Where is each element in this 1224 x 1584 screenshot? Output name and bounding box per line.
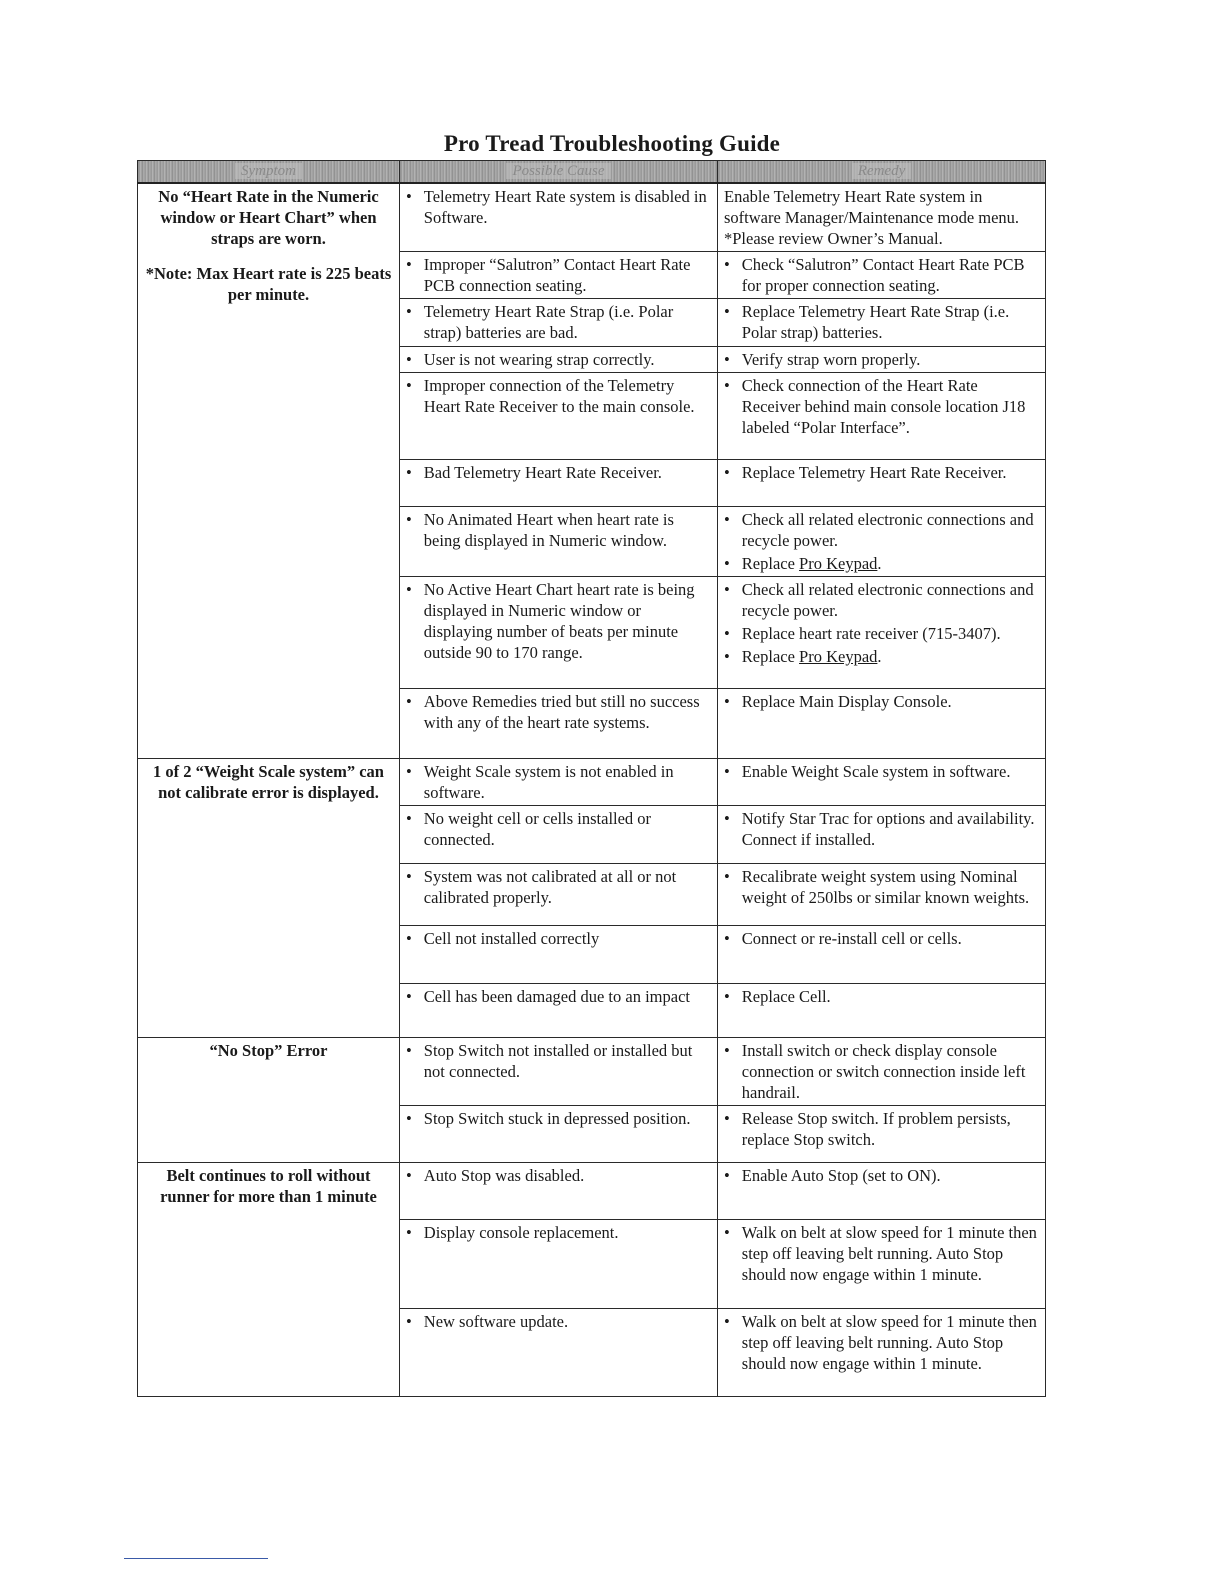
cause-cell xyxy=(400,1309,718,1397)
remedy-cell xyxy=(718,460,1046,507)
remedy-item-text: Enable Weight Scale system in software. xyxy=(741,762,1011,781)
cause-item-text: Telemetry Heart Rate system is disabled in Software. xyxy=(423,187,707,227)
bullet-icon: • xyxy=(406,510,412,529)
cause-item-text: No Animated Heart when heart rate is being displayed in Numeric window. xyxy=(423,510,674,550)
cause-cell xyxy=(400,806,718,864)
cause-cell xyxy=(400,926,718,984)
remedy-item-text: Check connection of the Heart Rate Receiver behind main console location J18 labeled “Polar Interface”. xyxy=(741,376,1026,437)
cause-cell xyxy=(400,1038,718,1106)
remedy-cell xyxy=(718,507,1046,577)
remedy-cell xyxy=(718,864,1046,926)
remedy-item-text: Replace Pro Keypad. xyxy=(741,554,882,573)
troubleshooting-table xyxy=(137,160,1046,1397)
cause-cell xyxy=(400,252,718,299)
cause-item xyxy=(406,375,711,417)
bullet-icon: • xyxy=(724,1041,730,1060)
remedy-cell xyxy=(718,1106,1046,1163)
remedy-cell xyxy=(718,299,1046,347)
cause-cell xyxy=(400,460,718,507)
bullet-icon: • xyxy=(724,929,730,948)
symptom-text: Belt continues to roll without runner for more than 1 minute xyxy=(160,1166,377,1206)
remedy-cell xyxy=(718,984,1046,1038)
remedy-item xyxy=(724,1040,1039,1103)
remedy-item xyxy=(724,553,1039,574)
cause-item xyxy=(406,808,711,850)
remedy-item xyxy=(724,646,1039,667)
cause-item xyxy=(406,186,711,228)
remedy-item-text: Verify strap worn properly. xyxy=(741,350,921,369)
cause-item-text: Telemetry Heart Rate Strap (i.e. Polar strap) batteries are bad. xyxy=(423,302,674,342)
bullet-icon: • xyxy=(406,1041,412,1060)
bullet-icon: • xyxy=(406,692,412,711)
cause-cell xyxy=(400,1106,718,1163)
symptom-text: No “Heart Rate in the Numeric window or Heart Chart” when straps are worn. xyxy=(158,187,379,248)
cause-item xyxy=(406,986,711,1007)
remedy-item xyxy=(724,1165,1039,1186)
bullet-icon: • xyxy=(406,376,412,395)
underlined-text: Pro Keypad xyxy=(799,647,878,666)
symptom-note: *Note: Max Heart rate is 225 beats per minute. xyxy=(145,264,392,304)
underlined-text: Pro Keypad xyxy=(799,554,878,573)
cause-item xyxy=(406,1040,711,1082)
bullet-icon: • xyxy=(406,187,412,206)
header-cause xyxy=(400,161,718,184)
remedy-cell xyxy=(718,1220,1046,1309)
remedy-item xyxy=(724,986,1039,1007)
remedy-item-text: Replace Cell. xyxy=(741,987,831,1006)
cause-item xyxy=(406,761,711,803)
cause-item xyxy=(406,462,711,483)
bullet-icon: • xyxy=(724,1109,730,1128)
cause-cell xyxy=(400,984,718,1038)
cause-cell xyxy=(400,759,718,806)
cause-item-text: Stop Switch stuck in depressed position. xyxy=(423,1109,691,1128)
cause-cell xyxy=(400,1163,718,1220)
bullet-icon: • xyxy=(406,302,412,321)
header-remedy xyxy=(718,161,1046,184)
remedy-cell xyxy=(718,183,1046,252)
cause-item-text: No weight cell or cells installed or connected. xyxy=(423,809,652,849)
footer-rule xyxy=(124,1558,268,1559)
cause-cell xyxy=(400,347,718,373)
remedy-item xyxy=(724,1108,1039,1150)
table-row xyxy=(138,1038,1046,1106)
bullet-icon: • xyxy=(724,624,730,643)
remedy-item xyxy=(724,349,1039,370)
bullet-icon: • xyxy=(406,580,412,599)
remedy-item-text: Replace Pro Keypad. xyxy=(741,647,882,666)
cause-item-text: Improper connection of the Telemetry Heart Rate Receiver to the main console. xyxy=(423,376,695,416)
symptom-cell xyxy=(138,183,400,759)
remedy-item xyxy=(724,301,1039,343)
cause-item xyxy=(406,1108,711,1129)
cause-item-text: User is not wearing strap correctly. xyxy=(423,350,655,369)
remedy-item xyxy=(724,691,1039,712)
remedy-cell xyxy=(718,689,1046,759)
remedy-item-text: Notify Star Trac for options and availability. Connect if installed. xyxy=(741,809,1035,849)
header-row xyxy=(138,161,1046,184)
bullet-icon: • xyxy=(724,987,730,1006)
table-body xyxy=(138,183,1046,1397)
bullet-icon: • xyxy=(724,580,730,599)
cause-item xyxy=(406,254,711,296)
remedy-cell xyxy=(718,577,1046,689)
bullet-icon: • xyxy=(406,987,412,1006)
bullet-icon: • xyxy=(724,510,730,529)
cause-cell xyxy=(400,1220,718,1309)
cause-cell xyxy=(400,864,718,926)
table-row xyxy=(138,1163,1046,1220)
remedy-cell xyxy=(718,806,1046,864)
bullet-icon: • xyxy=(406,350,412,369)
remedy-item-text: Enable Auto Stop (set to ON). xyxy=(741,1166,941,1185)
remedy-cell xyxy=(718,347,1046,373)
bullet-icon: • xyxy=(406,1312,412,1331)
bullet-icon: • xyxy=(406,1166,412,1185)
bullet-icon: • xyxy=(406,255,412,274)
remedy-item xyxy=(724,462,1039,483)
cause-item xyxy=(406,1311,711,1332)
header-symptom xyxy=(138,161,400,184)
cause-item-text: Auto Stop was disabled. xyxy=(423,1166,585,1185)
bullet-icon: • xyxy=(724,762,730,781)
cause-item-text: No Active Heart Chart heart rate is being displayed in Numeric window or displaying number of beats per minute outside 90 to 170 range. xyxy=(423,580,695,662)
cause-cell xyxy=(400,299,718,347)
cause-item xyxy=(406,691,711,733)
remedy-item-text: Check all related electronic connections and recycle power. xyxy=(741,580,1034,620)
cause-item-text: Display console replacement. xyxy=(423,1223,619,1242)
remedy-item xyxy=(724,761,1039,782)
cause-item-text: System was not calibrated at all or not calibrated properly. xyxy=(423,867,677,907)
symptom-text: 1 of 2 “Weight Scale system” can not calibrate error is displayed. xyxy=(153,762,384,802)
bullet-icon: • xyxy=(724,376,730,395)
remedy-item xyxy=(724,509,1039,551)
symptom-cell xyxy=(138,1038,400,1163)
cause-item xyxy=(406,1222,711,1243)
cause-item xyxy=(406,509,711,551)
bullet-icon: • xyxy=(406,1223,412,1242)
remedy-item-text: Replace heart rate receiver (715-3407). xyxy=(741,624,1001,643)
cause-item-text: Improper “Salutron” Contact Heart Rate PCB connection seating. xyxy=(423,255,691,295)
cause-item-text: New software update. xyxy=(423,1312,569,1331)
cause-item xyxy=(406,1165,711,1186)
cause-item xyxy=(406,579,711,663)
remedy-item-text: Release Stop switch. If problem persists, replace Stop switch. xyxy=(741,1109,1011,1149)
cause-cell xyxy=(400,507,718,577)
bullet-icon: • xyxy=(406,762,412,781)
remedy-cell xyxy=(718,1163,1046,1220)
remedy-item-text: Walk on belt at slow speed for 1 minute then step off leaving belt running. Auto Stop should now engage within 1 minute. xyxy=(741,1223,1037,1284)
remedy-cell xyxy=(718,1038,1046,1106)
remedy-cell xyxy=(718,759,1046,806)
cause-item-text: Cell has been damaged due to an impact xyxy=(423,987,690,1006)
bullet-icon: • xyxy=(406,463,412,482)
remedy-item xyxy=(724,1222,1039,1285)
bullet-icon: • xyxy=(724,1166,730,1185)
remedy-item-text: Check “Salutron” Contact Heart Rate PCB for proper connection seating. xyxy=(741,255,1025,295)
bullet-icon: • xyxy=(406,867,412,886)
remedy-item xyxy=(724,928,1039,949)
bullet-icon: • xyxy=(724,692,730,711)
header-cause-label: Possible Cause xyxy=(506,163,610,179)
bullet-icon: • xyxy=(406,809,412,828)
header-symptom-label: Symptom xyxy=(235,163,302,179)
bullet-icon: • xyxy=(724,809,730,828)
remedy-item xyxy=(724,1311,1039,1374)
symptom-text: “No Stop” Error xyxy=(209,1041,328,1060)
cause-cell xyxy=(400,577,718,689)
remedy-item-text: Recalibrate weight system using Nominal weight of 250lbs or similar known weights. xyxy=(741,867,1030,907)
symptom-cell xyxy=(138,1163,400,1397)
remedy-cell xyxy=(718,252,1046,299)
bullet-icon: • xyxy=(724,1223,730,1242)
cause-item-text: Bad Telemetry Heart Rate Receiver. xyxy=(423,463,662,482)
remedy-item-text: Install switch or check display console connection or switch connection inside left handrail. xyxy=(741,1041,1026,1102)
cause-item-text: Stop Switch not installed or installed but not connected. xyxy=(423,1041,693,1081)
cause-item xyxy=(406,866,711,908)
remedy-item xyxy=(724,579,1039,621)
remedy-cell xyxy=(718,1309,1046,1397)
bullet-icon: • xyxy=(406,1109,412,1128)
cause-cell xyxy=(400,689,718,759)
bullet-icon: • xyxy=(724,255,730,274)
cause-cell xyxy=(400,373,718,460)
remedy-item-text: Replace Telemetry Heart Rate Receiver. xyxy=(741,463,1007,482)
remedy-item-text: Check all related electronic connections and recycle power. xyxy=(741,510,1034,550)
remedy-item xyxy=(724,254,1039,296)
cause-item xyxy=(406,928,711,949)
bullet-icon: • xyxy=(724,350,730,369)
bullet-icon: • xyxy=(724,867,730,886)
remedy-item-text: Replace Telemetry Heart Rate Strap (i.e. Polar strap) batteries. xyxy=(741,302,1010,342)
page-title: Pro Tread Troubleshooting Guide xyxy=(443,131,781,156)
remedy-item xyxy=(724,623,1039,644)
cause-item-text: Cell not installed correctly xyxy=(423,929,600,948)
bullet-icon: • xyxy=(724,647,730,666)
remedy-item xyxy=(724,375,1039,438)
remedy-item-text: Connect or re-install cell or cells. xyxy=(741,929,962,948)
remedy-item xyxy=(724,866,1039,908)
bullet-icon: • xyxy=(724,1312,730,1331)
remedy-cell xyxy=(718,926,1046,984)
table-row xyxy=(138,759,1046,806)
cause-item xyxy=(406,301,711,343)
remedy-item xyxy=(724,808,1039,850)
bullet-icon: • xyxy=(724,463,730,482)
table-row xyxy=(138,183,1046,252)
remedy-cell xyxy=(718,373,1046,460)
remedy-item-text: Walk on belt at slow speed for 1 minute then step off leaving belt running. Auto Stop should now engage within 1 minute. xyxy=(741,1312,1037,1373)
cause-item-text: Above Remedies tried but still no success with any of the heart rate systems. xyxy=(423,692,700,732)
header-remedy-label: Remedy xyxy=(852,163,911,179)
bullet-icon: • xyxy=(724,554,730,573)
bullet-icon: • xyxy=(724,302,730,321)
remedy-item-text: Replace Main Display Console. xyxy=(741,692,952,711)
cause-item xyxy=(406,349,711,370)
bullet-icon: • xyxy=(406,929,412,948)
symptom-cell xyxy=(138,759,400,1038)
cause-cell xyxy=(400,183,718,252)
cause-item-text: Weight Scale system is not enabled in software. xyxy=(423,762,674,802)
remedy-text: Enable Telemetry Heart Rate system in software Manager/Maintenance mode menu. *Please review Owner’s Manual. xyxy=(724,187,1020,248)
